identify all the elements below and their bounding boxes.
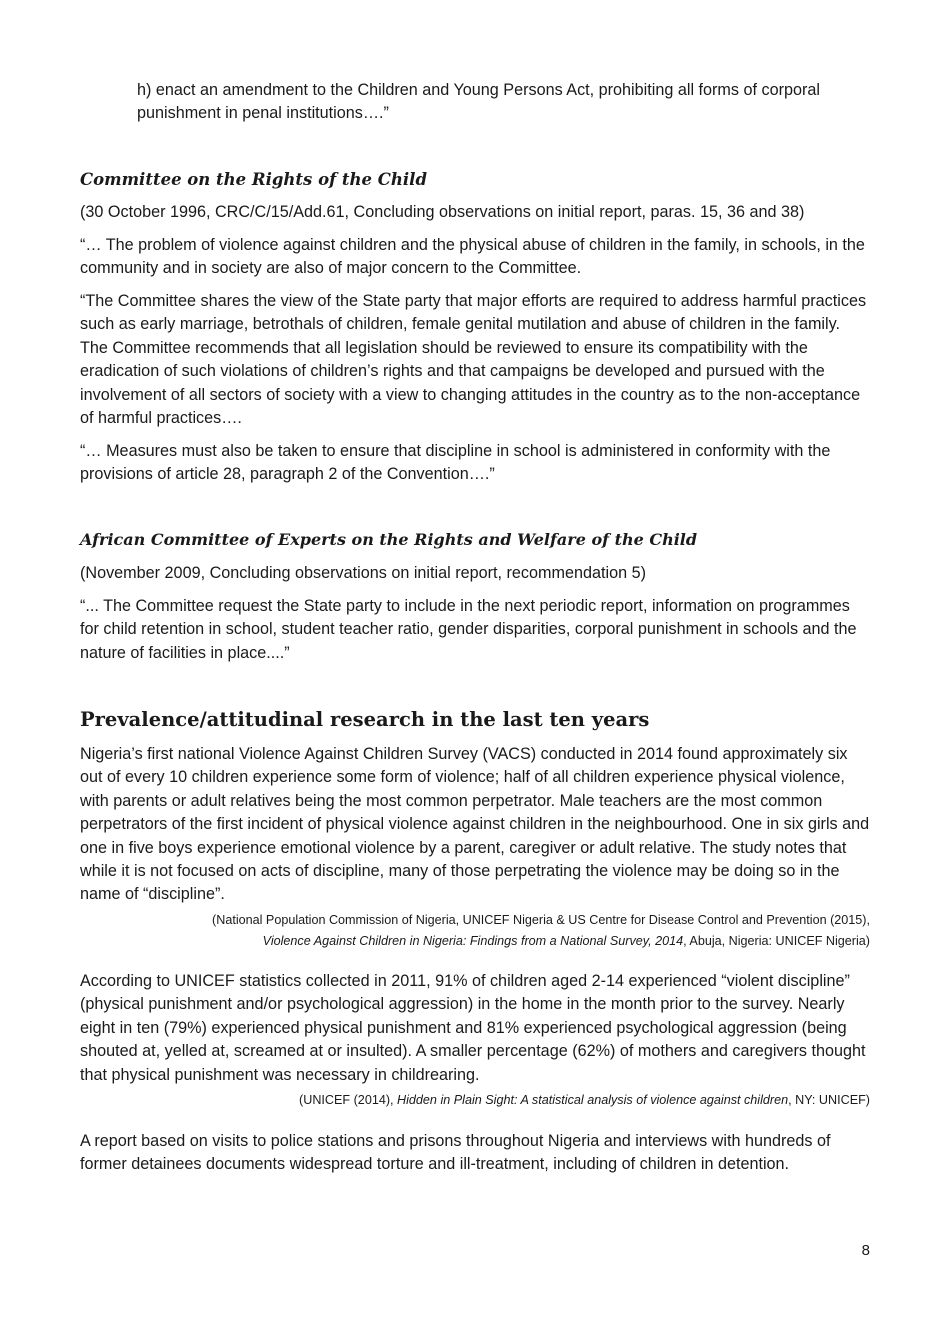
citation-1: [78, 910, 870, 951]
crc-paragraph-1: “… The problem of violence against children and the physical abuse of children in the family, in schools, in the community and in society are also of major concern to the Committee.: [80, 236, 865, 278]
page-number: 8: [861, 1242, 870, 1259]
citation-2: [78, 1090, 870, 1111]
citation-1-title: Violence Against Children in Nigeria: Findings from a National Survey, 2014: [262, 933, 684, 948]
citation-2-head: (UNICEF (2014),: [299, 1093, 398, 1107]
section-heading: Prevalence/attitudinal research in the last ten years: [80, 708, 650, 731]
crc-paragraph-3: “… Measures must also be taken to ensure that discipline in school is administered in conformity with the provisions of article 28, paragraph 2 of the Convention….”: [80, 442, 831, 484]
acerwc-heading: African Committee of Experts on the Rights and Welfare of the Child: [80, 530, 698, 549]
crc-heading: Committee on the Rights of the Child: [80, 170, 427, 189]
crc-reference: (30 October 1996, CRC/C/15/Add.61, Concluding observations on initial report, paras. 15, 36 and 38): [80, 203, 805, 221]
prevalence-paragraph-2: According to UNICEF statistics collected in 2011, 91% of children aged 2-14 experienced “violent discipline” (physical punishment and/or psychological aggression) in the home in the month prior to the survey. Nearly eight in ten (79%) experienced physical punishment and 81% experienced psychological aggression (being shouted at, yelled at, screamed at or insulted). A smaller percentage (62%) of mothers and caregivers thought that physical punishment was necessary in childrearing.: [80, 972, 866, 1084]
citation-2-tail: , NY: UNICEF): [788, 1093, 870, 1107]
acerwc-reference: (November 2009, Concluding observations on initial report, recommendation 5): [80, 564, 646, 582]
citation-2-title: Hidden in Plain Sight: A statistical analysis of violence against children: [397, 1093, 789, 1107]
prevalence-paragraph-3: A report based on visits to police stations and prisons throughout Nigeria and interviews with hundreds of former detainees documents widespread torture and ill-treatment, including of children in detention.: [80, 1132, 831, 1174]
crc-paragraph-2: “The Committee shares the view of the State party that major efforts are required to address harmful practices such as early marriage, betrothals of children, female genital mutilation and abuse of children in the family. The Committee recommends that all legislation should be reviewed to ensure its compatibility with the eradication of such violations of children’s rights and that campaigns be developed and pursued with the involvement of all sectors of society with a view to changing attitudes in the country as to the non-acceptance of harmful practices….: [80, 292, 867, 428]
citation-1-tail: , Abuja, Nigeria: UNICEF Nigeria): [683, 933, 870, 948]
prevalence-paragraph-1: Nigeria’s first national Violence Against Children Survey (VACS) conducted in 2014 found approximately six out of every 10 children experience some form of violence; half of all children experience physical violence, with parents or adult relatives being the most common perpetrator. Male teachers are the most common perpetrators of the first incident of physical violence against children in the neighbourhood. One in six girls and one in five boys experience emotional violence by a parent, caregiver or adult relative. The study notes that while it is not focused on acts of discipline, many of those perpetrating the violence may be doing so in the name of “discipline”.: [80, 745, 870, 904]
intro-quote: h) enact an amendment to the Children and Young Persons Act, prohibiting all forms of corporal punishment in penal institutions….”: [137, 81, 820, 123]
citation-1-line-1: (National Population Commission of Nigeria, UNICEF Nigeria & US Centre for Disease Control and Prevention (2015),: [212, 913, 870, 927]
acerwc-paragraph-1: “... The Committee request the State party to include in the next periodic report, information on programmes for child retention in school, student teacher ratio, gender disparities, corporal punishment in schools and the nature of facilities in place....”: [80, 597, 857, 662]
